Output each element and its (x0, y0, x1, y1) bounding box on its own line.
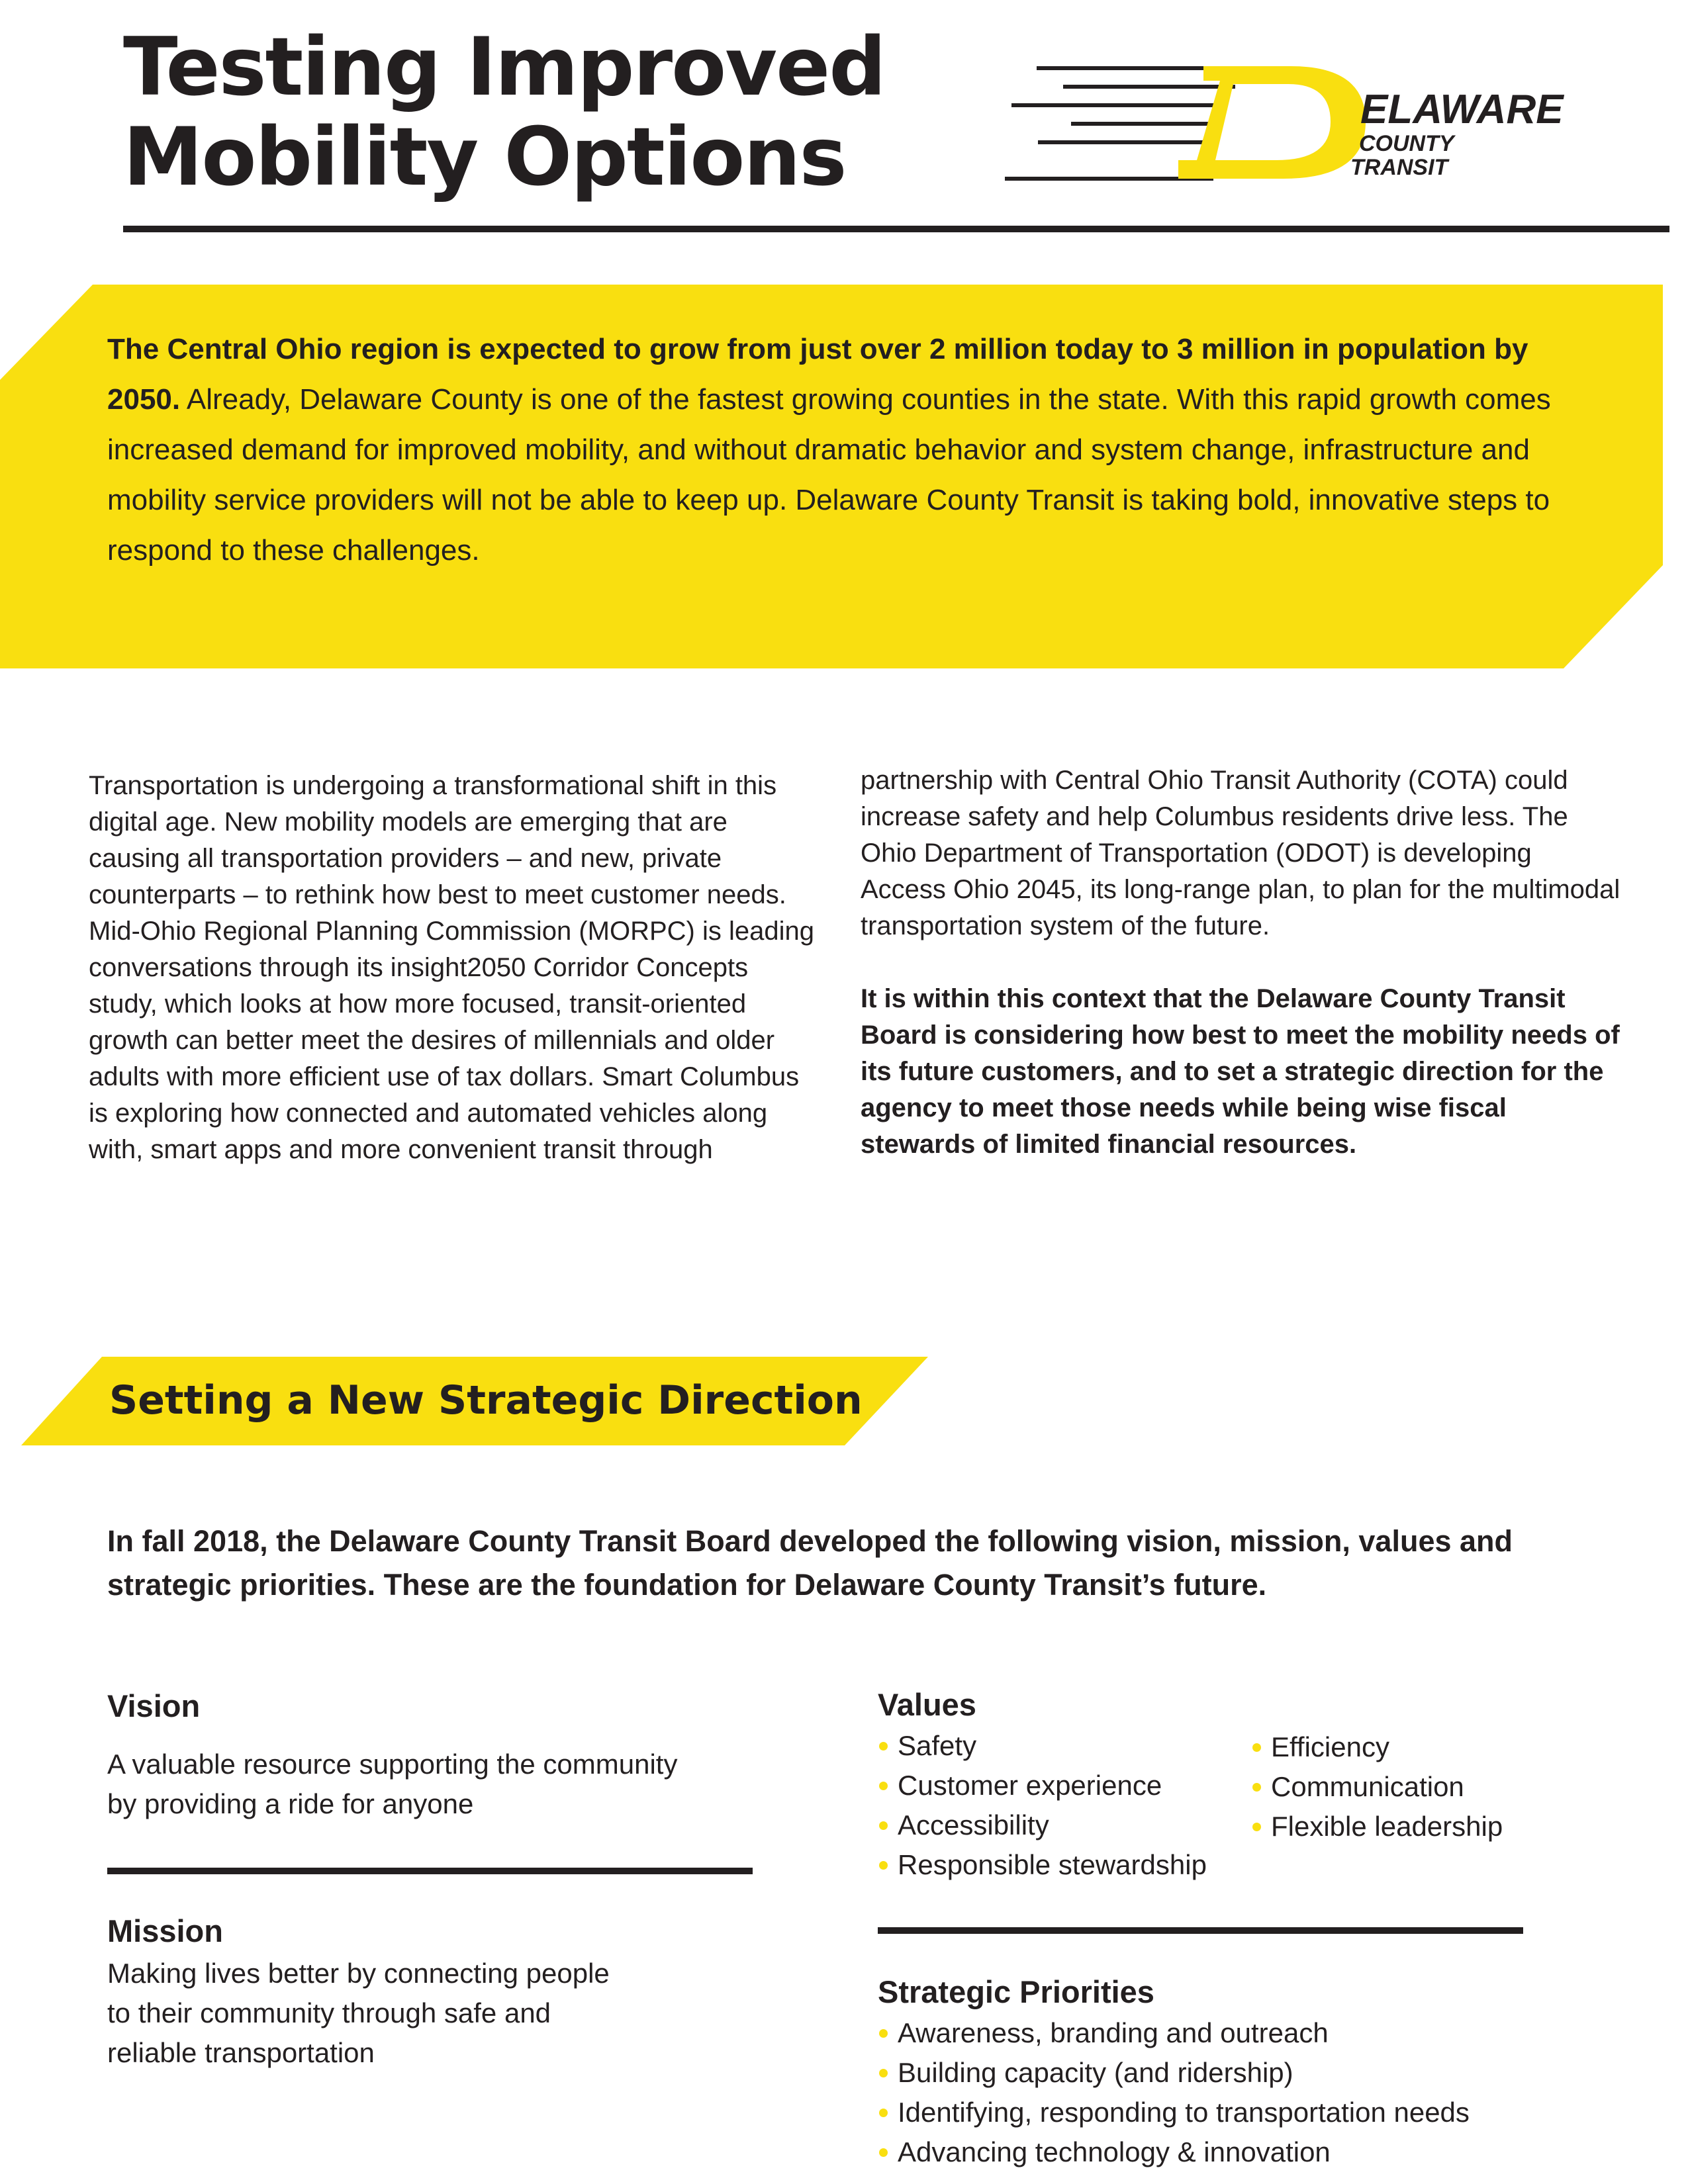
priorities-list (878, 2013, 1639, 2172)
priorities-heading: Strategic Priorities (878, 1974, 1154, 2009)
bullet-dot-icon (879, 1742, 888, 1751)
callout-text (107, 324, 1564, 576)
values-list-1 (878, 1726, 1248, 1885)
body-right-column (861, 762, 1622, 1163)
mission-line-2: to their community through safe and (107, 1997, 551, 2028)
bullet-dot-icon (1252, 1743, 1261, 1752)
bullet-dot-icon (1252, 1783, 1261, 1792)
list-item: Building capacity (and ridership) (878, 2053, 1639, 2093)
values-divider (878, 1927, 1523, 1934)
bullet-dot-icon (879, 2069, 888, 2077)
list-item: Efficiency (1251, 1727, 1622, 1767)
list-item: Accessibility (878, 1805, 1248, 1845)
list-item: Identifying, responding to transportation needs (878, 2093, 1639, 2132)
list-item: Awareness, branding and outreach (878, 2013, 1639, 2053)
values-heading: Values (878, 1687, 976, 1722)
vision-heading: Vision (107, 1688, 201, 1723)
section-intro: In fall 2018, the Delaware County Transit Board developed the following vision, mission, values and strategic priorities. These are the foundation for Delaware County Transit’s future. (107, 1524, 1513, 1602)
list-item: Safety (878, 1726, 1248, 1766)
page-title (123, 23, 917, 203)
bullet-dot-icon (879, 1821, 888, 1830)
list-item: Flexible leadership (1251, 1807, 1622, 1846)
header-rule (123, 226, 1669, 232)
title-line-2: Mobility Options (123, 111, 846, 204)
mission-text (107, 1954, 769, 2073)
callout-regular-text: Already, Delaware County is one of the fastest growing counties in the state. With this rapid growth comes increased demand for improved mobility, and without dramatic behavior and system change, infrastructure and mobility service providers will not be able to keep up. Delaware County Transit is taking bold, innovative steps to respond to these challenges. (107, 383, 1551, 567)
vision-divider (107, 1868, 753, 1874)
body-right-paragraph: partnership with Central Ohio Transit Authority (COTA) could increase safety and help Columbus residents drive less. The Ohio Department of Transportation (ODOT) is developing Access Ohio 2045, its long-range plan, to plan for the multimodal transportation system of the future. (861, 766, 1620, 940)
delaware-county-transit-logo (1005, 61, 1654, 193)
title-line-1: Testing Improved (123, 21, 885, 114)
callout-bold-text: The Central Ohio region is expected to grow from just over 2 million today to 3 million in population by 2050. (107, 333, 1528, 416)
mission-line-1: Making lives better by connecting people (107, 1958, 610, 1989)
bullet-dot-icon (879, 1861, 888, 1870)
vision-line-1: A valuable resource supporting the community (107, 1749, 678, 1780)
section-title: Setting a New Strategic Direction (109, 1377, 863, 1424)
bullet-dot-icon (879, 1782, 888, 1790)
logo-word-delaware: ELAWARE (1360, 87, 1564, 132)
bullet-dot-icon (879, 2148, 888, 2157)
list-item: Advancing technology & innovation (878, 2132, 1639, 2172)
mission-line-3: reliable transportation (107, 2037, 375, 2068)
list-item: Responsible stewardship (878, 1845, 1248, 1885)
body-left-column: Transportation is undergoing a transformational shift in this digital age. New mobility models are emerging that are causing all transportation providers – and new, private counterparts – to rethink how best to meet customer needs. Mid-Ohio Regional Planning Commission (MORPC) is leading conversations through its insight2050 Corridor Concepts study, which looks at how more focused, transit-oriented growth can better meet the desires of millennials and older adults with more efficient use of tax dollars. Smart Columbus is exploring how connected and automated vehicles along with, smart apps and more convenient transit through (89, 771, 814, 1164)
mission-heading: Mission (107, 1913, 223, 1948)
list-item: Customer experience (878, 1766, 1248, 1805)
list-item: Communication (1251, 1767, 1622, 1807)
body-right-bold-paragraph: It is within this context that the Delaware County Transit Board is considering how best to meet the mobility needs of its future customers, and to set a strategic direction for the agency to meet those needs while being wise fiscal stewards of limited financial resources. (861, 984, 1620, 1159)
values-list-2 (1251, 1727, 1622, 1846)
logo-word-county: COUNTY (1359, 131, 1454, 156)
vision-text (107, 1745, 769, 1824)
bullet-dot-icon (879, 2109, 888, 2117)
bullet-dot-icon (1252, 1823, 1261, 1831)
logo-word-transit: TRANSIT (1350, 155, 1448, 180)
vision-line-2: by providing a ride for anyone (107, 1788, 474, 1819)
bullet-dot-icon (879, 2029, 888, 2038)
